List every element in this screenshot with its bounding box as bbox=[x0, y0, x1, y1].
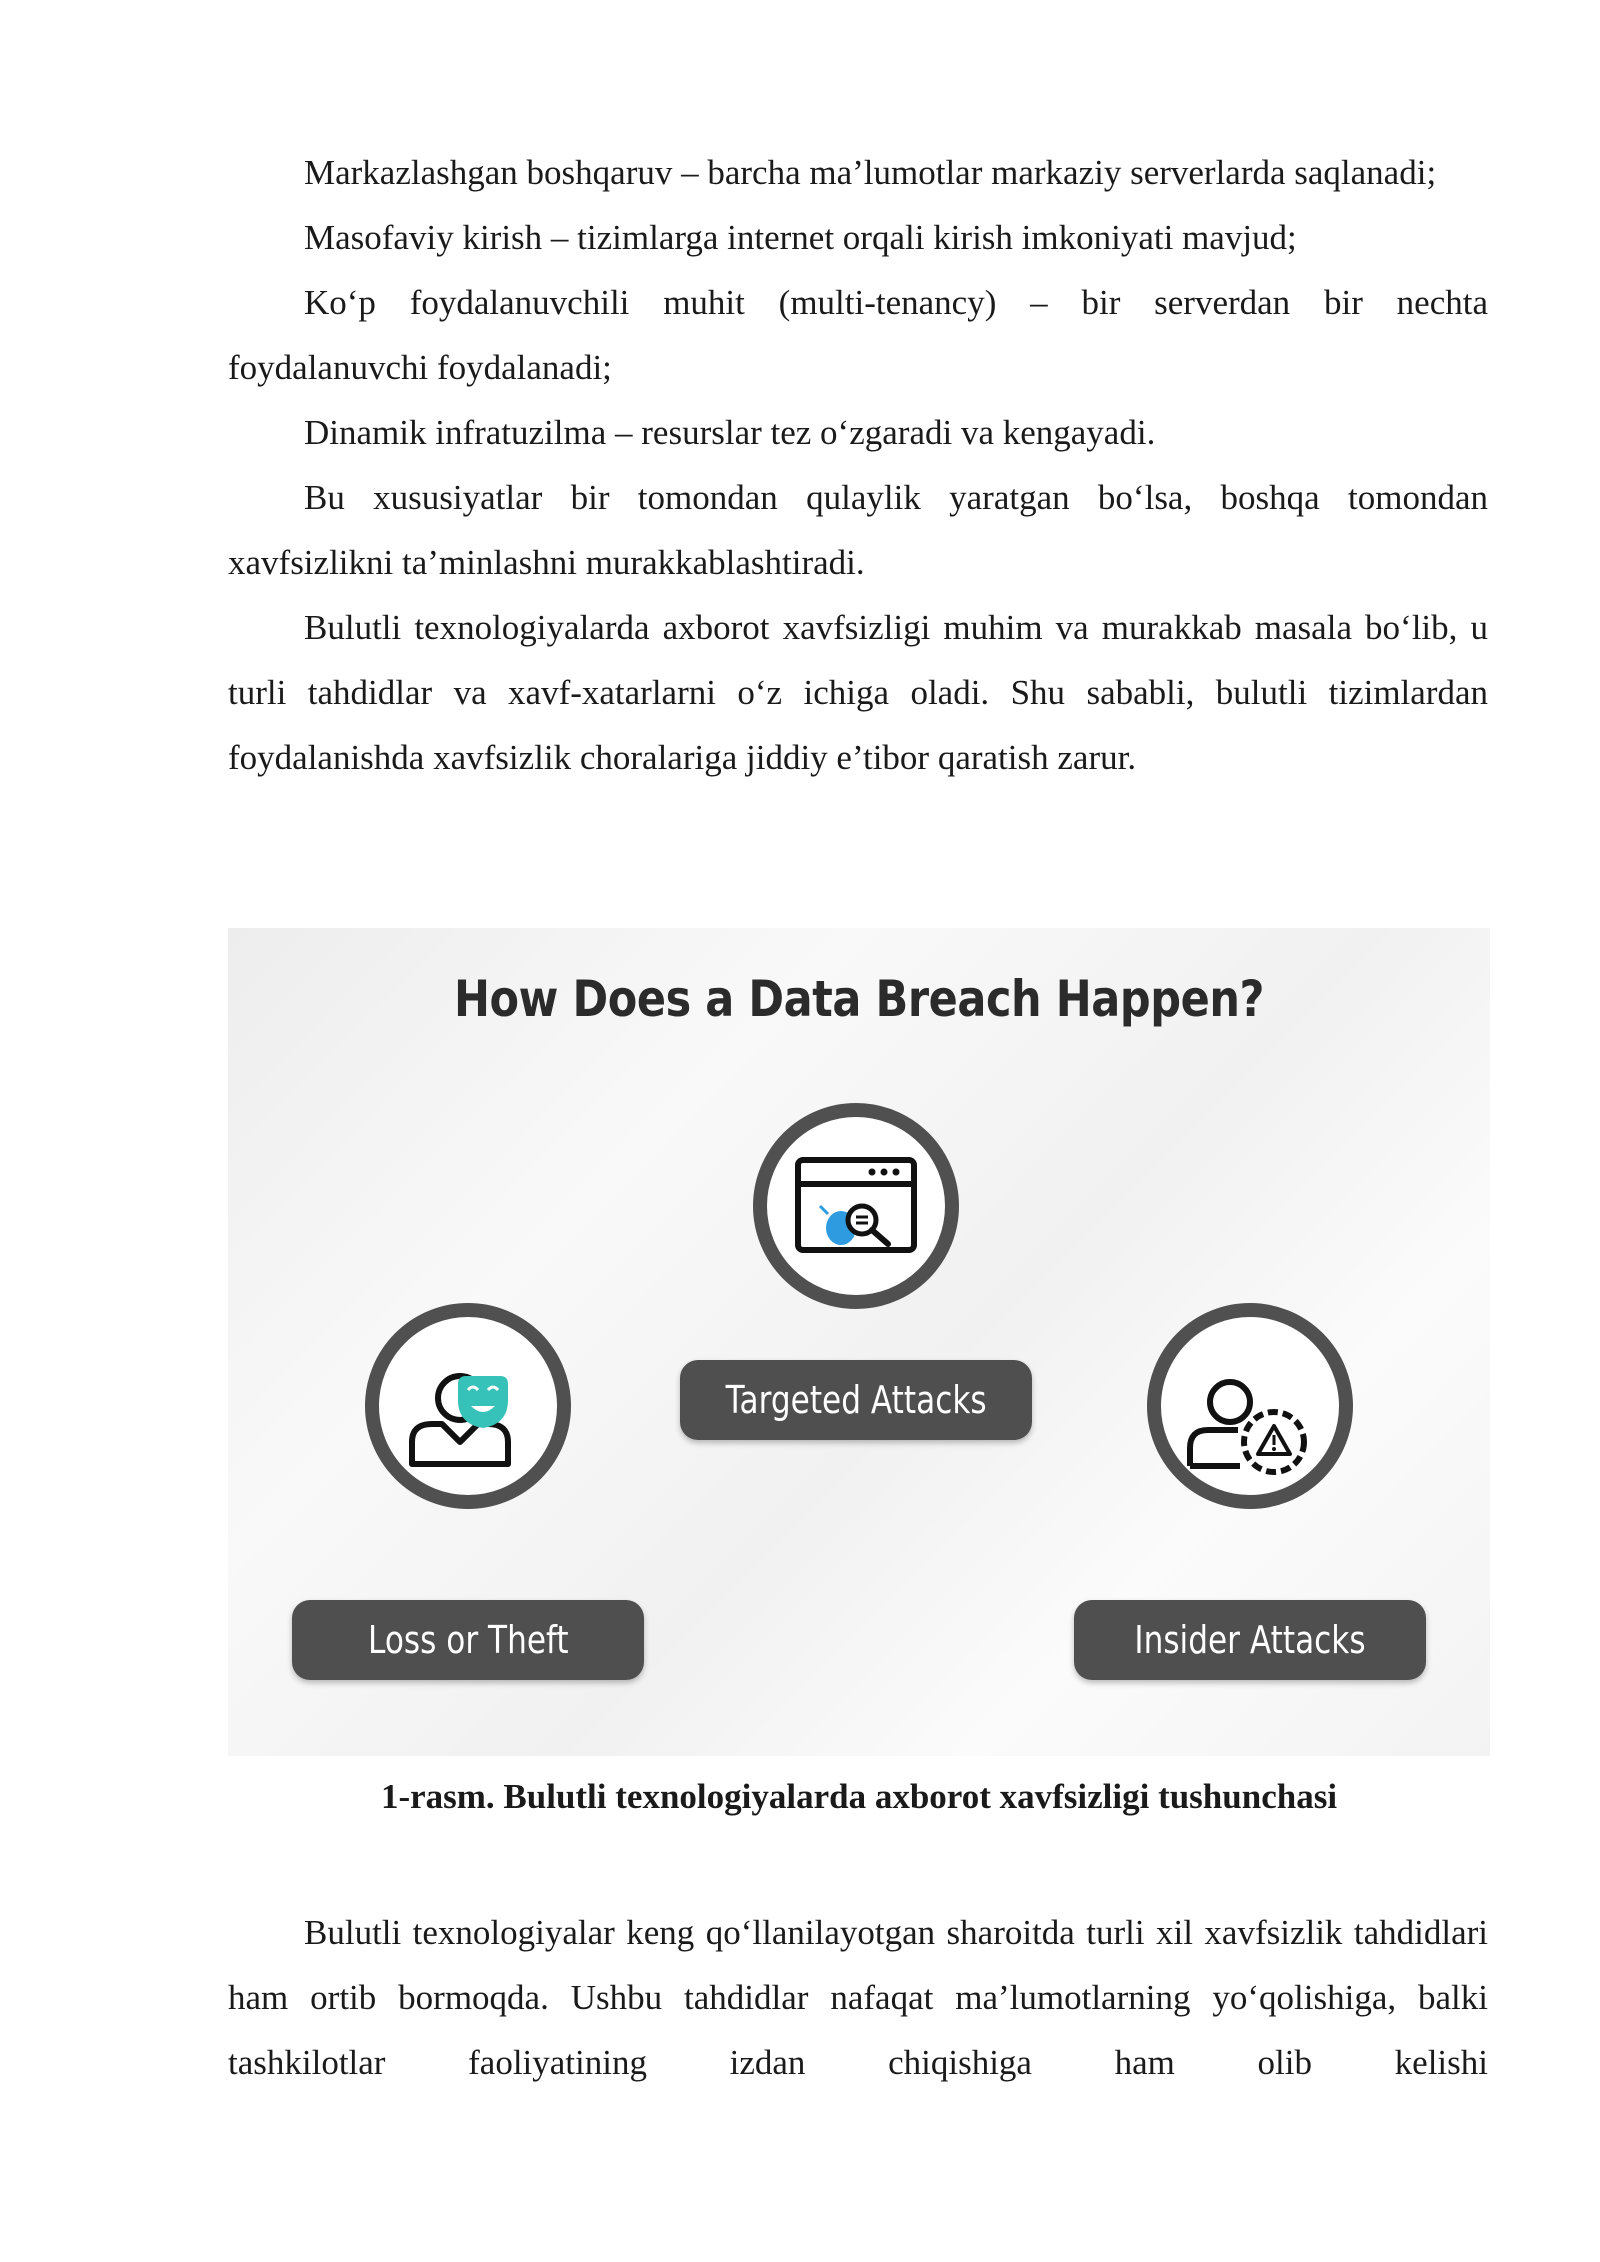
paragraph-centralized-management: Markazlashgan boshqaruv – barcha ma’lumotlar markaziy serverlarda saqlanadi; bbox=[304, 153, 1437, 192]
browser-bug-search-icon bbox=[798, 1160, 914, 1250]
body-text-bottom bbox=[228, 1900, 1488, 2095]
paragraph-security-importance: Bulutli texnologiyalarda axborot xavfsizligi muhim va murakkab masala bo‘lib, u turli tahdidlar va xavf-xatarlarni o‘z ichiga oladi. Shu sababli, bulutli tizimlardan foydalanishda xavfsizlik choralariga jiddiy e’tibor qaratish zarur. bbox=[228, 608, 1488, 777]
paragraph-multi-tenancy: Ko‘p foydalanuvchili muhit (multi-tenancy) – bir serverdan bir nechta foydalanuvchi foydalanadi; bbox=[228, 283, 1488, 387]
figure-title: How Does a Data Breach Happen? bbox=[453, 970, 1265, 1028]
paragraph-convenience: Bu xususiyatlar bir tomondan qulaylik yaratgan bo‘lsa, boshqa tomondan xavfsizlikni ta’minlashni murakkablashtiradi. bbox=[228, 478, 1488, 582]
paragraph-remote-access: Masofaviy kirish – tizimlarga internet orqali kirish imkoniyati mavjud; bbox=[304, 218, 1297, 257]
loss-or-theft-label: Loss or Theft bbox=[292, 1600, 644, 1680]
body-text-top bbox=[228, 140, 1488, 790]
figure-caption: 1-rasm. Bulutli texnologiyalarda axborot xavfsizligi tushunchasi bbox=[380, 1777, 1338, 1816]
paragraph-threats-growing: Bulutli texnologiyalar keng qo‘llanilayotgan sharoitda turli xil xavfsizlik tahdidlari ham ortib bormoqda. Ushbu tahdidlar nafaqat ma’lumotlarning yo‘qolishiga, balki tashkilotlar faoliyatining izdan chiqishiga ham olib kelishi bbox=[228, 1913, 1488, 2082]
data-breach-figure bbox=[228, 928, 1490, 1756]
targeted-attacks-label: Targeted Attacks bbox=[680, 1360, 1032, 1440]
paragraph-dynamic-infrastructure: Dinamik infratuzilma – resurslar tez o‘zgaradi va kengayadi. bbox=[304, 413, 1156, 452]
insider-attacks-label: Insider Attacks bbox=[1074, 1600, 1426, 1680]
